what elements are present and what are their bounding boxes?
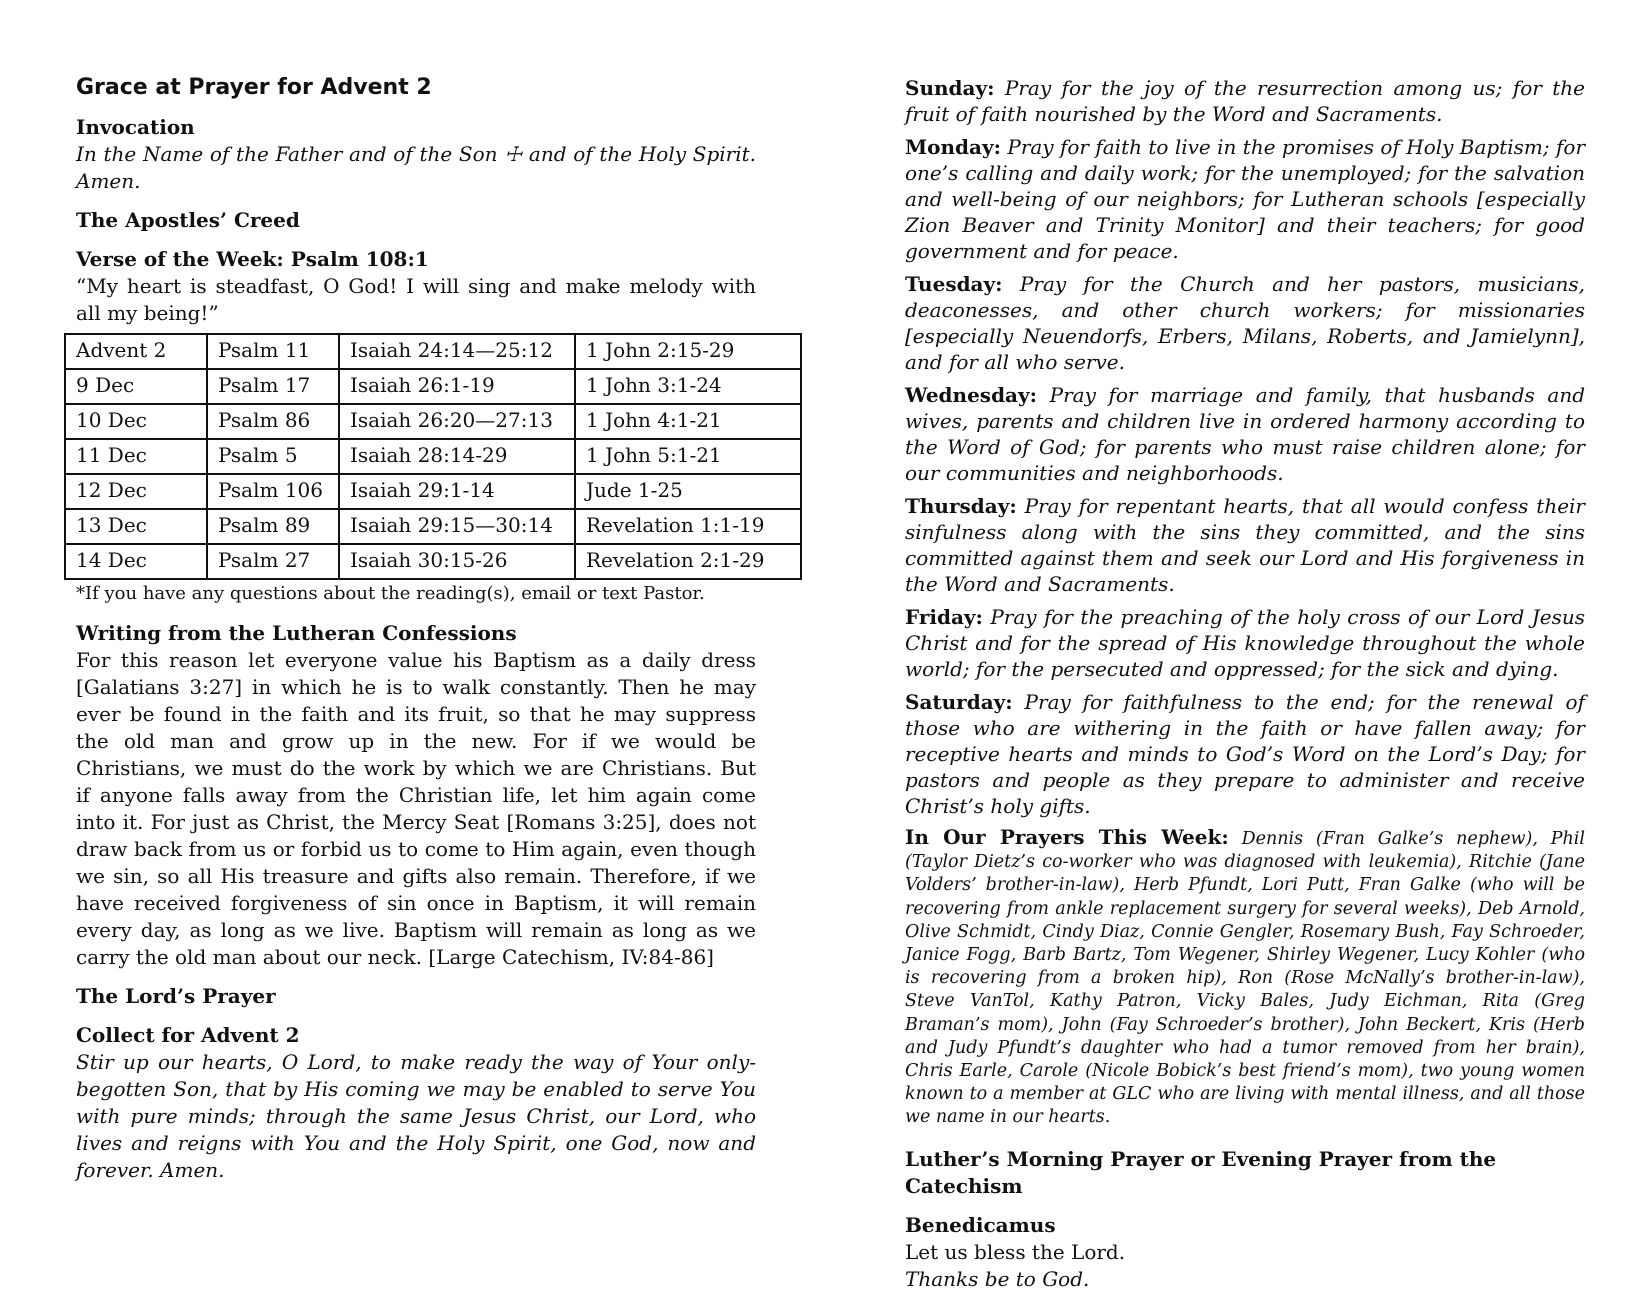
day-label: Tuesday: bbox=[905, 272, 1003, 296]
reading-day: 9 Dec bbox=[65, 369, 207, 404]
table-row bbox=[65, 334, 801, 369]
invocation-heading: Invocation bbox=[76, 115, 195, 139]
prayer-day bbox=[905, 689, 1585, 819]
invocation-text: In the Name of the Father and of the Son ☩ and of the Holy Spirit. Amen. bbox=[76, 142, 756, 193]
day-label: Monday: bbox=[905, 135, 1001, 159]
reading-psalm: Psalm 5 bbox=[207, 439, 339, 474]
confessions-section bbox=[76, 620, 756, 971]
creed-heading: The Apostles’ Creed bbox=[76, 208, 300, 232]
table-row bbox=[65, 404, 801, 439]
reading-ot: Isaiah 28:14-29 bbox=[339, 439, 575, 474]
reading-day: 13 Dec bbox=[65, 509, 207, 544]
luther-prayer-heading: Luther’s Morning Prayer or Evening Prayer from the Catechism bbox=[905, 1146, 1497, 1198]
reading-psalm: Psalm 106 bbox=[207, 474, 339, 509]
benedicamus-line2: Thanks be to God. bbox=[905, 1266, 1090, 1291]
reading-nt: 1 John 5:1-21 bbox=[575, 439, 801, 474]
reading-day: 11 Dec bbox=[65, 439, 207, 474]
readings-note: *If you have any questions about the reading(s), email or text Pastor. bbox=[76, 583, 705, 604]
reading-ot: Isaiah 26:1-19 bbox=[339, 369, 575, 404]
prayers-this-week bbox=[905, 826, 1585, 1130]
day-text: Pray for the preaching of the holy cross of our Lord Jesus Christ and for the spread of His knowledge throughout the whole world; for the persecuted and oppressed; for the sick and dying. bbox=[905, 605, 1586, 681]
luther-prayer-section bbox=[905, 1146, 1585, 1200]
reading-psalm: Psalm 89 bbox=[207, 509, 339, 544]
verse-section bbox=[76, 246, 756, 327]
reading-day: 14 Dec bbox=[65, 544, 207, 579]
confessions-heading: Writing from the Lutheran Confessions bbox=[76, 621, 517, 645]
prayer-day bbox=[905, 382, 1585, 486]
reading-nt: Revelation 1:1-19 bbox=[575, 509, 801, 544]
benedicamus-line1: Let us bless the Lord. bbox=[905, 1239, 1126, 1264]
collect-section bbox=[76, 1022, 756, 1184]
reading-day: Advent 2 bbox=[65, 334, 207, 369]
day-text: Pray for the joy of the resurrection among us; for the fruit of faith nourished by the Word and Sacraments. bbox=[905, 76, 1585, 126]
table-row bbox=[65, 369, 801, 404]
reading-ot: Isaiah 24:14—25:12 bbox=[339, 334, 575, 369]
prayers-heading: In Our Prayers This Week: bbox=[905, 825, 1229, 849]
prayer-day bbox=[905, 271, 1585, 375]
day-text: Pray for faithfulness to the end; for the renewal of those who are withering in the faith or have fallen away; for receptive hearts and minds to God’s Word on the Lord’s Day; for pastors and people as they prepare to administer and receive Christ’s holy gifts. bbox=[905, 690, 1586, 818]
day-label: Wednesday: bbox=[905, 383, 1038, 407]
readings-table bbox=[64, 333, 802, 580]
lords-prayer-heading: The Lord’s Prayer bbox=[76, 984, 276, 1008]
reading-nt: 1 John 2:15-29 bbox=[575, 334, 801, 369]
benedicamus-heading: Benedicamus bbox=[905, 1212, 1056, 1237]
reading-ot: Isaiah 29:15—30:14 bbox=[339, 509, 575, 544]
benedicamus-section bbox=[905, 1212, 1585, 1293]
reading-nt: Revelation 2:1-29 bbox=[575, 544, 801, 579]
prayer-day bbox=[905, 134, 1585, 264]
day-text: Pray for marriage and family, that husbands and wives, parents and children live in ordered harmony according to the Word of God; for parents who must raise children alone; for our communities and neighborhoods. bbox=[905, 383, 1586, 485]
day-text: Pray for faith to live in the promises of Holy Baptism; for one’s calling and daily work; for the unemployed; for the salvation and well-being of our neighbors; for Lutheran schools [especially Zion Beaver and Trinity Monitor] and their teachers; for good government and for peace. bbox=[905, 135, 1586, 263]
reading-ot: Isaiah 29:1-14 bbox=[339, 474, 575, 509]
day-label: Friday: bbox=[905, 605, 983, 629]
reading-psalm: Psalm 86 bbox=[207, 404, 339, 439]
verse-text: “My heart is steadfast, O God! I will sing and make melody with all my being!” bbox=[76, 274, 756, 325]
reading-psalm: Psalm 27 bbox=[207, 544, 339, 579]
day-label: Thursday: bbox=[905, 494, 1017, 518]
reading-day: 10 Dec bbox=[65, 404, 207, 439]
day-text: Pray for repentant hearts, that all would confess their sinfulness along with the sins they committed, and the sins committed against them and seek our Lord and His forgiveness in the Word and Sacraments. bbox=[905, 494, 1585, 596]
lords-prayer-section bbox=[76, 983, 756, 1010]
reading-psalm: Psalm 17 bbox=[207, 369, 339, 404]
collect-heading: Collect for Advent 2 bbox=[76, 1023, 300, 1047]
prayer-day bbox=[905, 75, 1585, 127]
confessions-text: For this reason let everyone value his Baptism as a daily dress [Galatians 3:27] in which he is to walk constantly. Then he may ever be found in the faith and its fruit, so that he may suppress the old man and grow up in the new. For if we would be Christians, we must do the work by which we are Christians. But if anyone falls away from the Christian life, let him again come into it. For just as Christ, the Mercy Seat [Romans 3:25], does not draw back from us or forbid us to come to Him again, even though we sin, so all His treasure and gifts also remain. Therefore, if we have received forgiveness of sin once in Baptism, it will remain every day, as long as we live. Baptism will remain as long as we carry the old man about our neck. [Large Catechism, IV:84-86] bbox=[76, 648, 756, 969]
reading-day: 12 Dec bbox=[65, 474, 207, 509]
invocation-section bbox=[76, 114, 756, 195]
day-label: Saturday: bbox=[905, 690, 1013, 714]
reading-ot: Isaiah 30:15-26 bbox=[339, 544, 575, 579]
prayers-text: Dennis (Fran Galke’s nephew), Phil (Taylor Dietz’s co-worker who was diagnosed with leukemia), Ritchie (Jane Volders’ brother-in-law), Herb Pfundt, Lori Putt, Fran Galke (who will be recovering from ankle replacement surgery for several weeks), Deb Arnold, Olive Schmidt, Cindy Diaz, Connie Gengler, Rosemary Bush, Fay Schroeder, Janice Fogg, Barb Bartz, Tom Wegener, Shirley Wegener, Lucy Kohler (who is recovering from a broken hip), Ron (Rose McNally’s brother-in-law), Steve VanTol, Kathy Patron, Vicky Bales, Judy Eichman, Rita (Greg Braman’s mom), John (Fay Schroeder’s brother), John Beckert, Kris (Herb and Judy Pfundt’s daughter who had a tumor removed from her brain), Chris Earle, Carole (Nicole Bobick’s best friend’s mom), two young women known to a member at GLC who are living with mental illness, and all those we name in our hearts. bbox=[905, 829, 1585, 1128]
reading-nt: 1 John 4:1-21 bbox=[575, 404, 801, 439]
reading-psalm: Psalm 11 bbox=[207, 334, 339, 369]
collect-text: Stir up our hearts, O Lord, to make ready the way of Your only-begotten Son, that by His coming we may be enabled to serve You with pure minds; through the same Jesus Christ, our Lord, who lives and reigns with You and the Holy Spirit, one God, now and forever. Amen. bbox=[76, 1050, 756, 1182]
day-label: Sunday: bbox=[905, 76, 995, 100]
reading-nt: Jude 1-25 bbox=[575, 474, 801, 509]
table-row bbox=[65, 474, 801, 509]
reading-nt: 1 John 3:1-24 bbox=[575, 369, 801, 404]
left-column bbox=[76, 75, 765, 1184]
page-title: Grace at Prayer for Advent 2 bbox=[76, 75, 432, 100]
right-column bbox=[905, 75, 1585, 1293]
prayer-day bbox=[905, 604, 1585, 682]
table-row bbox=[65, 509, 801, 544]
reading-ot: Isaiah 26:20—27:13 bbox=[339, 404, 575, 439]
table-row bbox=[65, 439, 801, 474]
day-text: Pray for the Church and her pastors, musicians, deaconesses, and other church workers; for missionaries [especially Neuendorfs, Erbers, Milans, Roberts, and Jamielynn], and for all who serve. bbox=[905, 272, 1585, 374]
verse-heading: Verse of the Week: Psalm 108:1 bbox=[76, 247, 429, 271]
prayer-day bbox=[905, 493, 1585, 597]
creed-section bbox=[76, 207, 756, 234]
table-row bbox=[65, 544, 801, 579]
